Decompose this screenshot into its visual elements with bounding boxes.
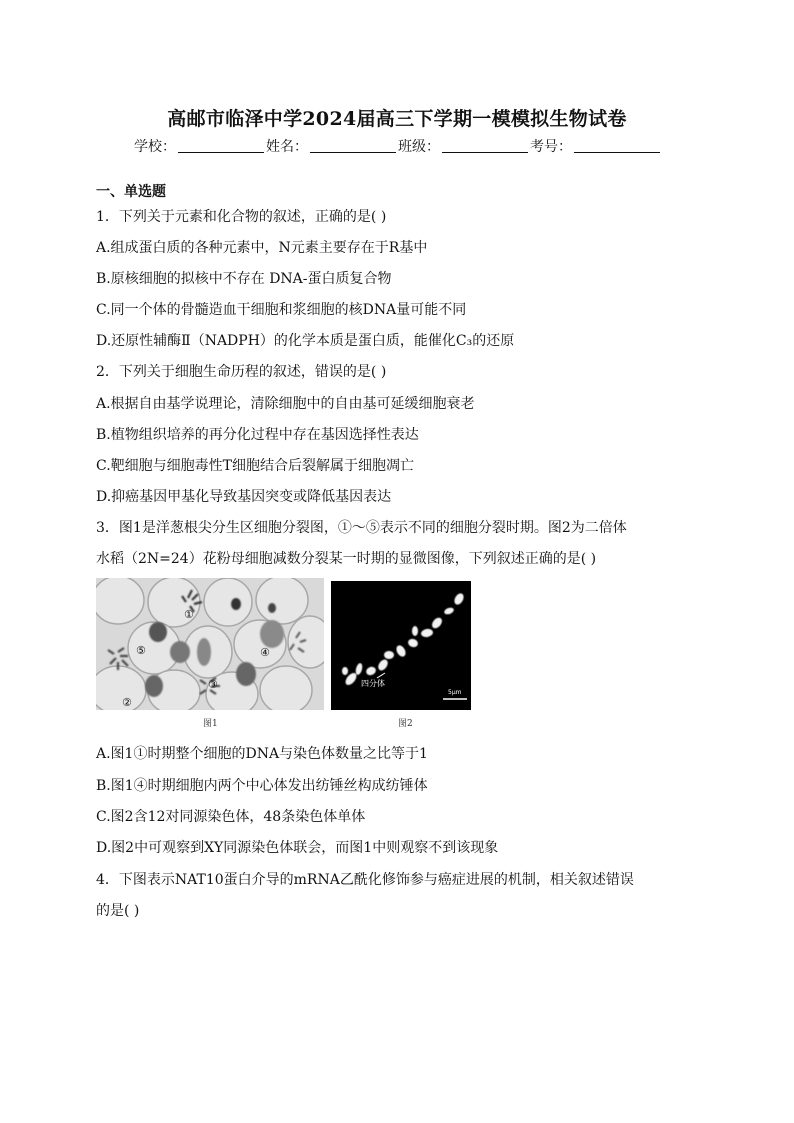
- figure-1-caption: 图1: [203, 719, 218, 729]
- q1-option-c: C.同一个体的骨髓造血干细胞和浆细胞的核DNA量可能不同: [96, 302, 467, 318]
- fig1-mark-2: ②: [122, 696, 132, 709]
- fig1-mark-5: ⑤: [136, 644, 146, 657]
- q4-stem-line2: 的是( ): [96, 903, 140, 919]
- q2-option-d: D.抑癌基因甲基化导致基因突变或降低基因表达: [96, 489, 392, 505]
- exam-number-field[interactable]: 考号：: [530, 136, 660, 156]
- q1-stem: 1．下列关于元素和化合物的叙述，正确的是( ): [96, 209, 387, 225]
- name-field[interactable]: 姓名：: [266, 136, 396, 156]
- q2-option-b: B.植物组织培养的再分化过程中存在基因选择性表达: [96, 427, 419, 443]
- school-field[interactable]: 学校：: [134, 136, 264, 156]
- q1-option-d: D.还原性辅酶Ⅱ（NADPH）的化学本质是蛋白质，能催化C₃的还原: [96, 333, 515, 349]
- figure-2-svg: [331, 581, 471, 710]
- q3-option-b: B.图1④时期细胞内两个中心体发出纺锤丝构成纺锤体: [96, 778, 428, 794]
- class-field[interactable]: 班级：: [398, 136, 528, 156]
- q3-option-c: C.图2含12对同源染色体，48条染色体单体: [96, 809, 366, 825]
- fig1-mark-3: ③: [208, 678, 218, 691]
- section-heading: 一、单选题: [96, 184, 166, 200]
- q1-option-a: A.组成蛋白质的各种元素中，N元素主要存在于R基中: [96, 240, 428, 256]
- q2-option-a: A.根据自由基学说理论，清除细胞中的自由基可延缓细胞衰老: [96, 396, 475, 412]
- exam-title: 高邮市临泽中学2024届高三下学期一模模拟生物试卷: [167, 108, 627, 130]
- q3-stem-line2: 水稻（2N=24）花粉母细胞减数分裂某一时期的显微图像，下列叙述正确的是( ): [96, 551, 597, 567]
- figure-2-micrograph: [331, 581, 471, 710]
- figure-1-micrograph: [96, 578, 324, 710]
- q3-option-a: A.图1①时期整个细胞的DNA与染色体数量之比等于1: [96, 746, 428, 762]
- q3-option-d: D.图2中可观察到XY同源染色体联会，而图1中则观察不到该现象: [96, 840, 499, 856]
- figure-2-caption: 图2: [398, 719, 413, 729]
- q1-option-b: B.原核细胞的拟核中不存在 DNA-蛋白质复合物: [96, 271, 392, 287]
- figure-1-svg: [96, 578, 324, 710]
- q2-option-c: C.靶细胞与细胞毒性T细胞结合后裂解属于细胞凋亡: [96, 458, 414, 474]
- fig1-mark-1: ①: [184, 608, 194, 621]
- fig2-tetrad-label: 四分体: [361, 679, 385, 688]
- q4-stem-line1: 4．下图表示NAT10蛋白介导的mRNA乙酰化修饰参与癌症进展的机制，相关叙述错误: [96, 872, 634, 888]
- fig1-mark-4: ④: [260, 646, 270, 659]
- q2-stem: 2．下列关于细胞生命历程的叙述，错误的是( ): [96, 364, 387, 380]
- student-info-line: [0, 136, 794, 156]
- fig2-scale-label: 5μm: [448, 689, 462, 696]
- q3-stem-line1: 3．图1是洋葱根尖分生区细胞分裂图，①～⑤表示不同的细胞分裂时期。图2为二倍体: [96, 520, 627, 536]
